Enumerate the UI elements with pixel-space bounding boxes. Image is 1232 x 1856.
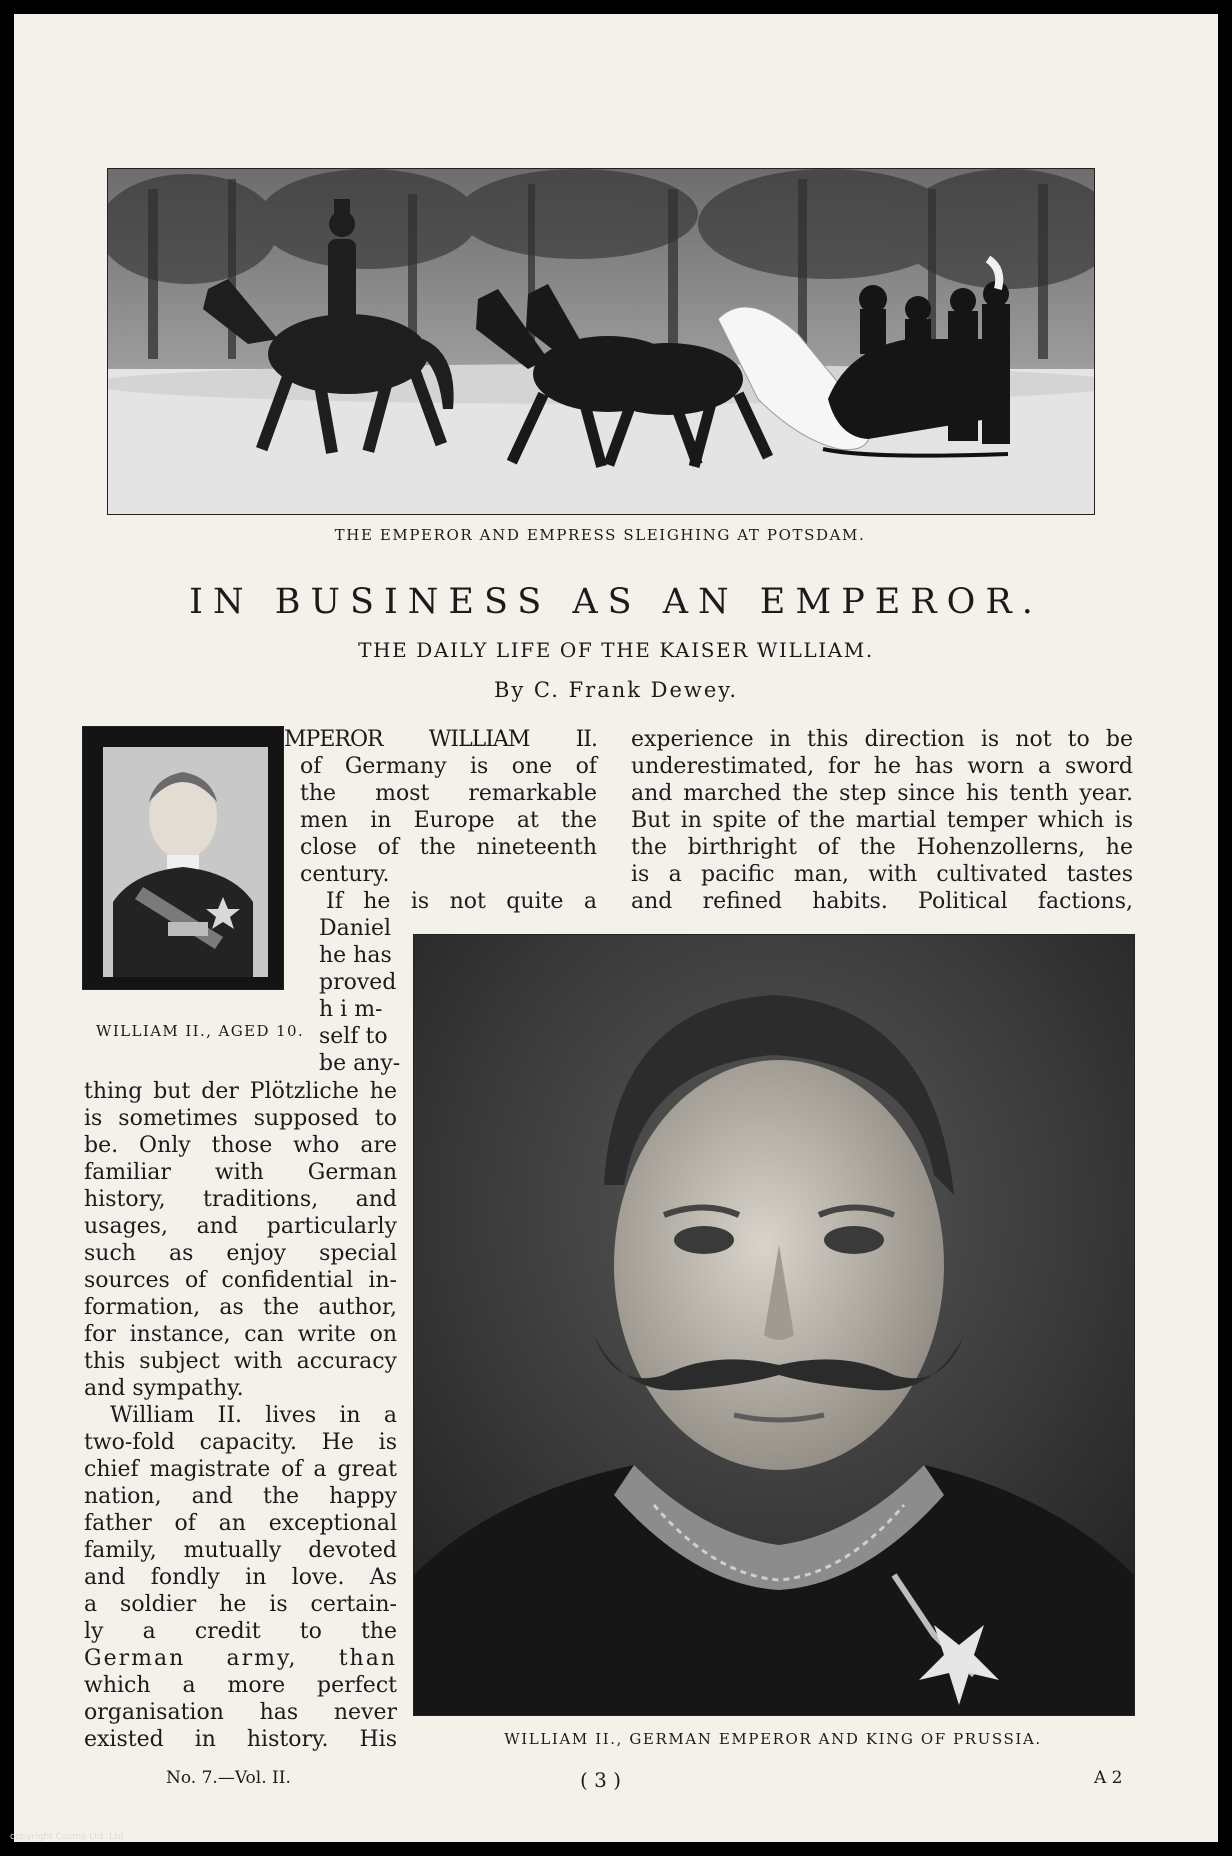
text-line: which a more perfect	[84, 1673, 397, 1698]
portrait-aged-10	[82, 726, 284, 990]
text-line	[84, 1078, 397, 1105]
text-line: existed in history. His	[84, 1727, 397, 1752]
text-line: history, traditions, and	[84, 1187, 397, 1212]
text-line: German army, than	[84, 1646, 397, 1671]
text-line: sources of confidential in-	[84, 1268, 397, 1293]
text-line: William II. lives in a	[110, 1403, 397, 1428]
text-line: chief magistrate of a great	[84, 1457, 397, 1482]
text-line: father of an exceptional	[84, 1511, 397, 1536]
text-line: for instance, can write on	[84, 1322, 397, 1347]
text-line: such as enjoy special	[84, 1241, 397, 1266]
text-line: self to	[319, 1024, 388, 1049]
kaiser-portrait-caption: WILLIAM II., GERMAN EMPEROR AND KING OF PRUSSIA.	[504, 1730, 1042, 1748]
text-wrap-top	[284, 726, 597, 915]
text-line: he has	[319, 943, 392, 968]
kaiser-portrait	[413, 934, 1135, 1716]
sleighing-illustration	[108, 169, 1094, 514]
kaiser-portrait-illustration	[414, 935, 1134, 1715]
text-line: is sometimes supposed to	[84, 1106, 397, 1131]
footer-signature: A 2	[1094, 1768, 1123, 1788]
text-line: and refined habits. Political factions,	[631, 889, 1133, 914]
text-line: and fondly in love. As	[84, 1565, 397, 1590]
text-line: this subject with accuracy	[84, 1349, 397, 1374]
text-line: be any-	[319, 1051, 401, 1076]
article-byline: By C. Frank Dewey.	[493, 678, 739, 702]
text-line: century.	[300, 862, 390, 887]
text-line: and sympathy.	[84, 1376, 244, 1401]
text-line: organisation has never	[84, 1700, 397, 1725]
text-wrap-narrow	[319, 915, 399, 1077]
left-column-text	[84, 1078, 397, 1753]
text-line: proved	[319, 970, 397, 995]
footer-page-number: ( 3 )	[580, 1768, 622, 1792]
text-line: two-fold capacity. He is	[84, 1430, 397, 1455]
text-line: of Germany is one of	[300, 754, 597, 779]
text-line: nation, and the happy	[84, 1484, 397, 1509]
sleighing-photo	[107, 168, 1095, 515]
text-line: and marched the step since his tenth year.	[631, 781, 1133, 806]
text-line: underestimated, for he has worn a sword	[631, 754, 1133, 779]
text-line: familiar with German	[84, 1160, 397, 1185]
text-line: family, mutually devoted	[84, 1538, 397, 1563]
portrait-aged-10-illustration	[83, 727, 283, 989]
text-line: the most remarkable	[300, 781, 597, 806]
right-column-text	[631, 726, 1133, 915]
text-line: If he is not quite a	[326, 889, 597, 914]
text-line: experience in this direction is not to be	[631, 727, 1133, 752]
text-line: ly a credit to the	[84, 1619, 397, 1644]
text-line: formation, as the author,	[84, 1295, 397, 1320]
text-line: h i m-	[319, 997, 383, 1022]
text-line: close of the nineteenth	[300, 835, 597, 860]
text-line: men in Europe at the	[300, 808, 597, 833]
text-line: the birthright of the Hohenzollerns, he	[631, 835, 1133, 860]
text-line: Daniel	[319, 916, 392, 941]
footer-volume: No. 7.—Vol. II.	[166, 1768, 291, 1788]
text-line: But in spite of the martial temper which is	[631, 808, 1133, 833]
text-line: MPEROR WILLIAM II.	[284, 727, 597, 752]
top-photo-caption: THE EMPEROR AND EMPRESS SLEIGHING AT POTSDAM.	[334, 526, 866, 544]
text-line: a soldier he is certain-	[84, 1592, 397, 1617]
article-subtitle: THE DAILY LIFE OF THE KAISER WILLIAM.	[358, 638, 874, 662]
magazine-page	[14, 14, 1218, 1842]
text-line: be. Only those who are	[84, 1133, 397, 1158]
text-line: thing but der Plötzliche he	[84, 1079, 397, 1104]
copyright-watermark: copyright Cosmo Ltd. Ltd	[10, 1832, 124, 1842]
article-title: IN BUSINESS AS AN EMPEROR.	[189, 582, 1043, 622]
portrait-aged-10-caption: WILLIAM II., AGED 10.	[96, 1022, 305, 1040]
text-line: usages, and particularly	[84, 1214, 397, 1239]
text-line: is a pacific man, with cultivated tastes	[631, 862, 1133, 887]
